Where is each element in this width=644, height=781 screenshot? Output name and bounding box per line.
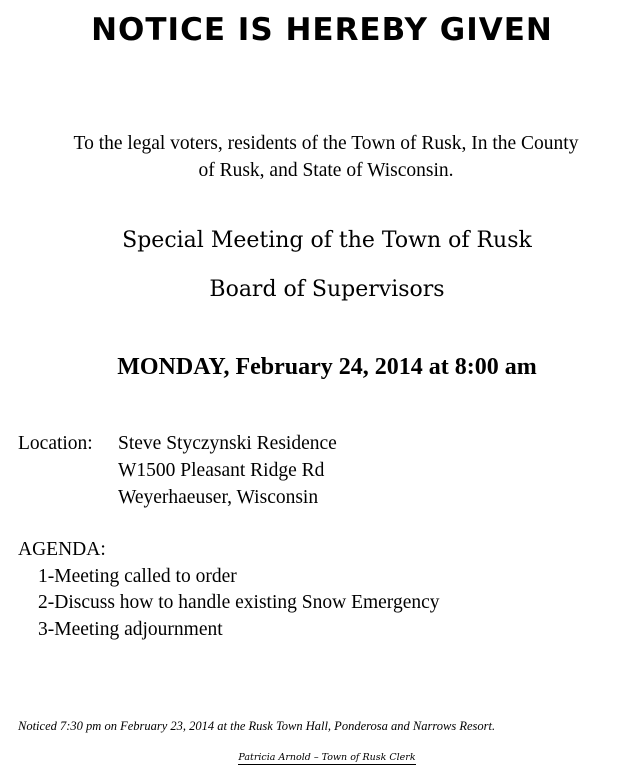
location-label: Location:	[18, 433, 93, 454]
agenda-label: AGENDA:	[18, 539, 106, 560]
location-street: W1500 Pleasant Ridge Rd	[118, 460, 325, 481]
meeting-date: MONDAY, February 24, 2014 at 8:00 am	[117, 354, 537, 380]
intro-line-2: of Rusk, and State of Wisconsin.	[198, 160, 454, 181]
location-name: Steve Styczynski Residence	[118, 433, 337, 454]
intro-line-1: To the legal voters, residents of the Town of Rusk, In the County	[73, 133, 579, 154]
meeting-title-line-2: Board of Supervisors	[209, 277, 445, 302]
location-city: Weyerhaeuser, Wisconsin	[118, 487, 319, 508]
notice-heading: NOTICE IS HEREBY GIVEN	[91, 12, 553, 48]
meeting-title-line-1: Special Meeting of the Town of Rusk	[122, 228, 532, 253]
noticed-statement: Noticed 7:30 pm on February 23, 2014 at the Rusk Town Hall, Ponderosa and Narrows Resort.	[18, 719, 496, 733]
agenda-block	[18, 537, 440, 643]
intro-paragraph	[20, 130, 632, 184]
location-address	[118, 430, 337, 511]
clerk-name: Patricia Arnold – Town of Rusk Clerk	[238, 752, 416, 763]
agenda-item: 2-Discuss how to handle existing Snow Emergency	[38, 592, 440, 613]
clerk-signature-line	[0, 752, 644, 765]
agenda-item: 3-Meeting adjournment	[38, 618, 223, 640]
agenda-item: 1-Meeting called to order	[38, 565, 237, 587]
